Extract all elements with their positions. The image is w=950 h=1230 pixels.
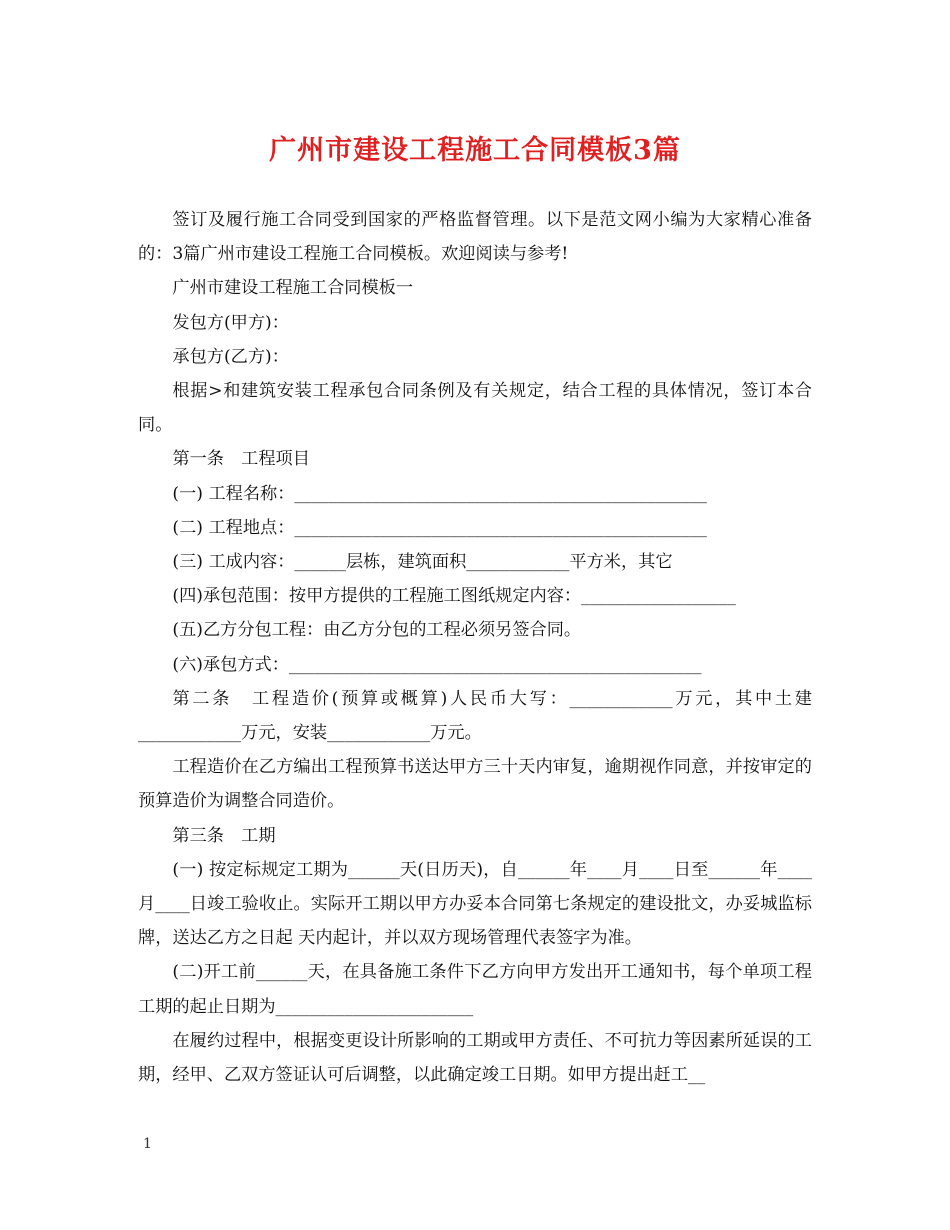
article-2: 第二条 工程造价(预算或概算)人民币大写：____________万元，其中土建____________万元，安装____________万元。: [138, 688, 812, 744]
article-1-heading: 第一条 工程项目: [172, 449, 310, 470]
article-1-item-3: (三) 工成内容：______层栋，建筑面积____________平方米，其它: [172, 552, 673, 573]
paragraph-party-b: 承包方(乙方)：: [172, 346, 289, 367]
article-1-item-4: (四)承包范围：按甲方提供的工程施工图纸规定内容：__________________: [172, 586, 736, 607]
paragraph-party-a: 发包方(甲方)：: [172, 312, 289, 333]
article-1-item-2: (二) 工程地点：________________________________________________: [172, 517, 707, 538]
article-3-item-2: (二)开工前______天，在具备施工条件下乙方向甲方发出开工通知书，每个单项工程工期的起止日期为_______________________: [138, 962, 812, 1017]
article-2-review: 工程造价在乙方编出工程预算书送达甲方三十天内审复，逾期视作同意，并按审定的预算造价为调整合同造价。: [138, 757, 812, 812]
article-3-delay: 在履约过程中，根据变更设计所影响的工期或甲方责任、不可抗力等因素所延误的工期，经甲、乙双方签证认可后调整，以此确定竣工日期。如甲方提出赶工__: [138, 1030, 812, 1086]
article-1-item-1: (一) 工程名称：________________________________________________: [172, 483, 707, 504]
article-3-item-1: (一) 按定标规定工期为______天(日历天)，自______年____月____日至______年____月____日竣工验收止。实际开工期以甲方办妥本合同第七条规定的建设批文，办妥城监标牌，送达乙方之日起 天内起计，并以双方现场管理代表签字为准。: [138, 859, 812, 949]
article-1-item-5: (五)乙方分包工程：由乙方分包的工程必须另签合同。: [172, 620, 582, 641]
article-3-heading: 第三条 工期: [172, 825, 276, 846]
document-title: 广州市建设工程施工合同模板3篇: [269, 135, 681, 166]
paragraph-basis: 根据>和建筑安装工程承包合同条例及有关规定，结合工程的具体情况，签订本合同。: [138, 381, 812, 436]
paragraph-template-heading: 广州市建设工程施工合同模板一: [172, 278, 414, 299]
page-number: 1: [143, 1136, 152, 1152]
document-body: [138, 203, 812, 1092]
paragraph-intro: 签订及履行施工合同受到国家的严格监督管理。以下是范文网小编为大家精心准备的：3篇广州市建设工程施工合同模板。欢迎阅读与参考!: [138, 210, 812, 265]
article-1-item-6: (六)承包方式：________________________________________________: [172, 654, 702, 675]
